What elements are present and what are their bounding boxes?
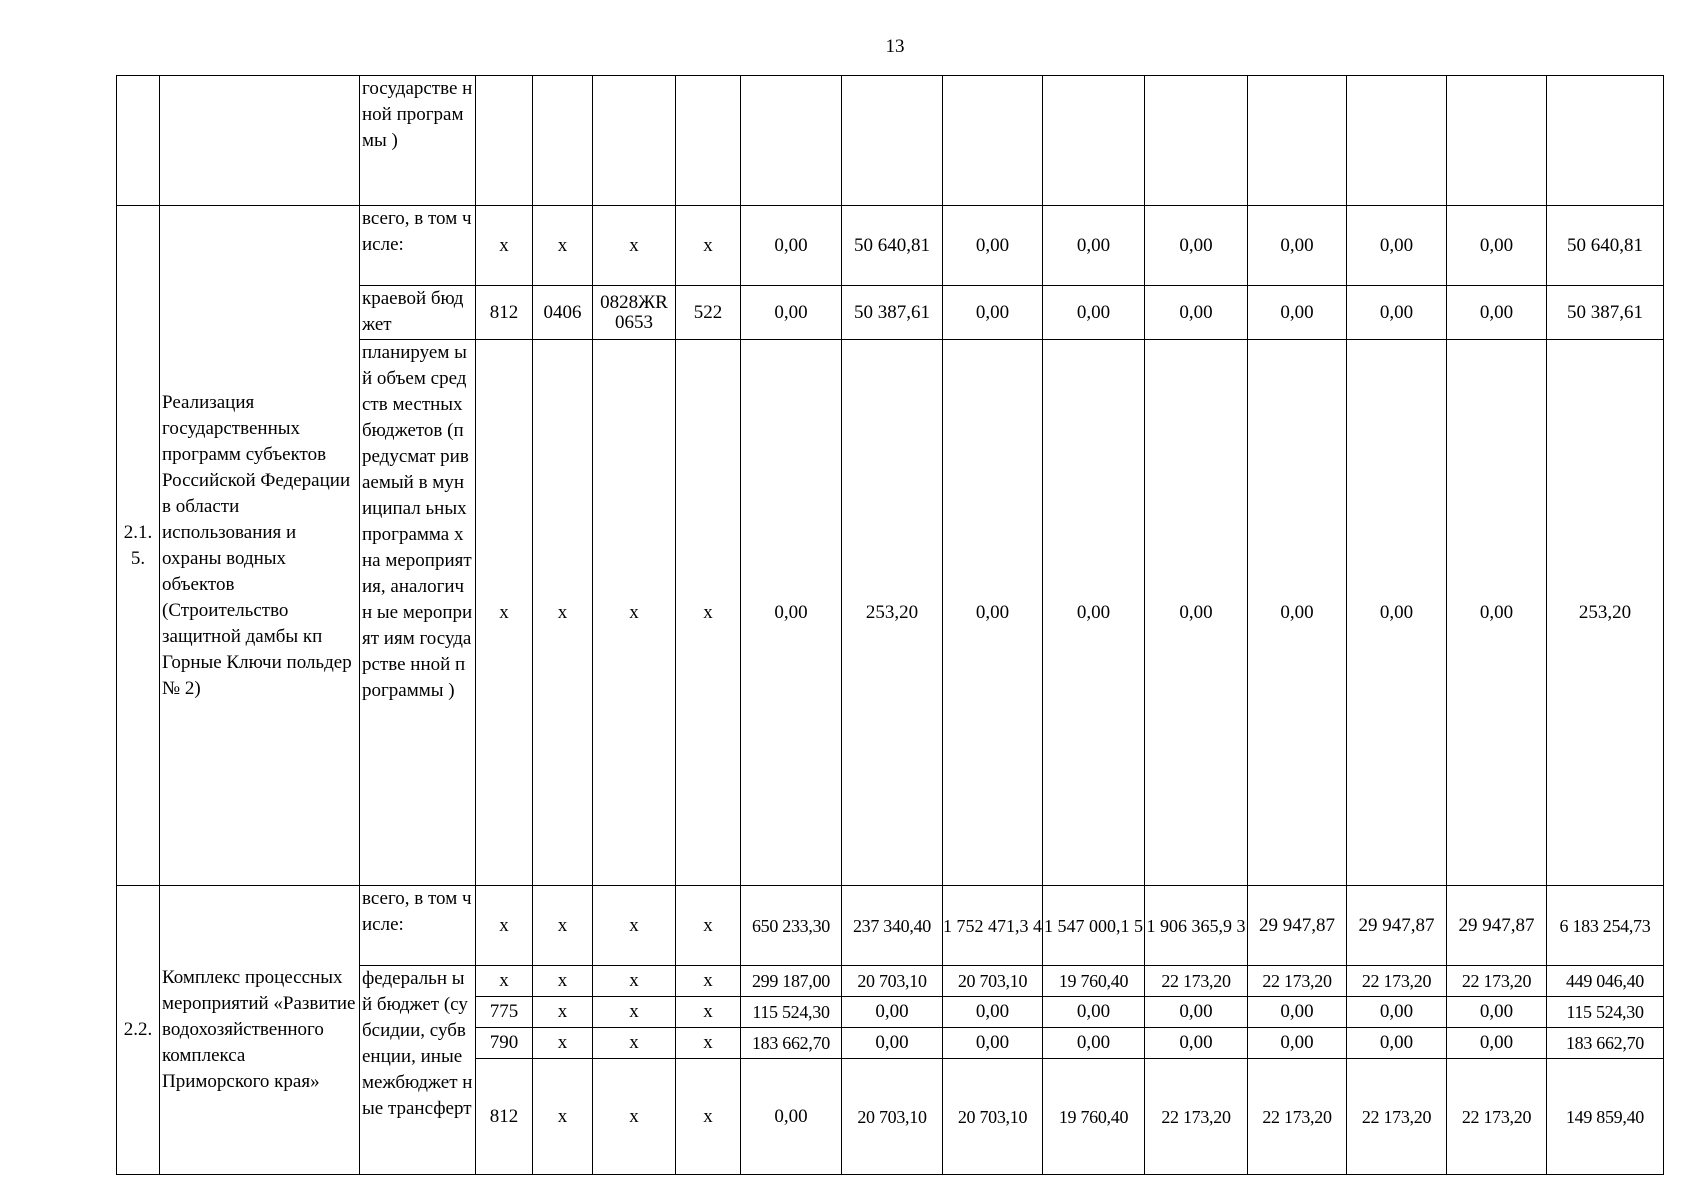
value-cell: 0,00 <box>943 286 1043 340</box>
rzpr-cell: x <box>533 997 593 1028</box>
value-cell: 0,00 <box>1145 206 1248 286</box>
value-cell: 0,00 <box>1248 286 1347 340</box>
value-cell: 0,00 <box>1043 206 1145 286</box>
value-cell: 22 173,20 <box>1347 1059 1447 1175</box>
grbs-cell: x <box>476 206 533 286</box>
value-cell: 1 547 000,1 5 <box>1043 886 1145 966</box>
value-cell: 0,00 <box>1447 286 1547 340</box>
value-cell: 20 703,10 <box>943 966 1043 997</box>
value-cell: 0,00 <box>1447 1028 1547 1059</box>
grbs-cell: x <box>476 966 533 997</box>
value-cell: 6 183 254,73 <box>1547 886 1664 966</box>
value-cell: 183 662,70 <box>741 1028 842 1059</box>
value-cell: 50 387,61 <box>1547 286 1664 340</box>
csr-cell: x <box>593 206 676 286</box>
value-cell: 20 703,10 <box>842 1059 943 1175</box>
value-cell: 183 662,70 <box>1547 1028 1664 1059</box>
value-cell: 0,00 <box>943 340 1043 886</box>
value-cell: 0,00 <box>741 1059 842 1175</box>
vr-cell: x <box>676 886 741 966</box>
csr-cell: 0828ЖR 0653 <box>593 286 676 340</box>
funding-source: всего, в том числе: <box>360 206 476 286</box>
value-cell: 0,00 <box>741 340 842 886</box>
vr-cell: x <box>676 206 741 286</box>
csr-cell: x <box>593 340 676 886</box>
value-cell: 29 947,87 <box>1347 886 1447 966</box>
value-cell: 20 703,10 <box>943 1059 1043 1175</box>
csr-cell: x <box>593 1028 676 1059</box>
measure-name: Комплекс процессных мероприятий «Развитие водохозяйственного комплекса Приморского края» <box>160 886 360 1175</box>
value-cell: 0,00 <box>741 286 842 340</box>
grbs-cell: 812 <box>476 286 533 340</box>
rzpr-cell: x <box>533 886 593 966</box>
value-cell: 22 173,20 <box>1248 966 1347 997</box>
value-cell: 22 173,20 <box>1347 966 1447 997</box>
value-cell: 22 173,20 <box>1248 1059 1347 1175</box>
csr-cell: x <box>593 1059 676 1175</box>
value-cell: 19 760,40 <box>1043 966 1145 997</box>
value-cell: 650 233,30 <box>741 886 842 966</box>
value-cell: 0,00 <box>1145 340 1248 886</box>
table-row <box>117 206 1664 286</box>
value-cell: 0,00 <box>1447 340 1547 886</box>
value-cell: 0,00 <box>1447 206 1547 286</box>
value-cell: 29 947,87 <box>1248 886 1347 966</box>
value-cell: 115 524,30 <box>741 997 842 1028</box>
value-cell: 449 046,40 <box>1547 966 1664 997</box>
row-number: 2.1. 5. <box>117 206 160 886</box>
grbs-cell: 790 <box>476 1028 533 1059</box>
value-cell: 19 760,40 <box>1043 1059 1145 1175</box>
value-cell: 0,00 <box>1043 997 1145 1028</box>
funding-source: государстве нной программы ) <box>360 76 476 206</box>
value-cell: 237 340,40 <box>842 886 943 966</box>
value-cell: 50 640,81 <box>842 206 943 286</box>
vr-cell: x <box>676 340 741 886</box>
value-cell: 0,00 <box>1248 340 1347 886</box>
value-cell: 0,00 <box>1145 1028 1248 1059</box>
csr-cell: x <box>593 997 676 1028</box>
csr-cell: x <box>593 966 676 997</box>
value-cell: 29 947,87 <box>1447 886 1547 966</box>
rzpr-cell: x <box>533 1059 593 1175</box>
funding-source: всего, в том числе: <box>360 886 476 966</box>
value-cell: 0,00 <box>842 1028 943 1059</box>
funding-source: краевой бюджет <box>360 286 476 340</box>
value-cell: 0,00 <box>1043 340 1145 886</box>
rzpr-cell: x <box>533 340 593 886</box>
value-cell: 0,00 <box>741 206 842 286</box>
vr-cell: x <box>676 1028 741 1059</box>
grbs-cell: 812 <box>476 1059 533 1175</box>
value-cell: 22 173,20 <box>1447 966 1547 997</box>
value-cell: 22 173,20 <box>1145 966 1248 997</box>
value-cell: 0,00 <box>1347 286 1447 340</box>
value-cell: 0,00 <box>1447 997 1547 1028</box>
table-row <box>117 76 1664 206</box>
grbs-cell: x <box>476 340 533 886</box>
value-cell: 0,00 <box>1248 1028 1347 1059</box>
value-cell: 253,20 <box>842 340 943 886</box>
table-row <box>117 886 1664 966</box>
value-cell: 0,00 <box>1248 206 1347 286</box>
value-cell: 22 173,20 <box>1447 1059 1547 1175</box>
value-cell: 22 173,20 <box>1145 1059 1248 1175</box>
grbs-cell: 775 <box>476 997 533 1028</box>
rzpr-cell: x <box>533 966 593 997</box>
measure-name: Реализация государственных программ субъектов Российской Федерации в области использования и охраны водных объектов (Строительство защитной дамбы кп Горные Ключи польдер № 2) <box>160 206 360 886</box>
vr-cell: x <box>676 997 741 1028</box>
funding-source: планируем ый объем средств местных бюджетов (предусмат риваемый в муниципал ьных программа х на мероприят ия, аналогичн ые мероприят иям государстве нной программы ) <box>360 340 476 886</box>
value-cell: 50 640,81 <box>1547 206 1664 286</box>
value-cell: 0,00 <box>1145 997 1248 1028</box>
value-cell: 1 906 365,9 3 <box>1145 886 1248 966</box>
funding-source: федеральн ый бюджет (субсидии, субвенции, иные межбюджет ные трансферт <box>360 966 476 1175</box>
rzpr-cell: x <box>533 1028 593 1059</box>
grbs-cell: x <box>476 886 533 966</box>
value-cell: 0,00 <box>1347 1028 1447 1059</box>
value-cell: 0,00 <box>943 1028 1043 1059</box>
value-cell: 253,20 <box>1547 340 1664 886</box>
value-cell: 0,00 <box>1248 997 1347 1028</box>
rzpr-cell: x <box>533 206 593 286</box>
csr-cell: x <box>593 886 676 966</box>
row-number: 2.2. <box>117 886 160 1175</box>
budget-table <box>116 75 1664 1175</box>
value-cell: 20 703,10 <box>842 966 943 997</box>
value-cell: 149 859,40 <box>1547 1059 1664 1175</box>
value-cell: 0,00 <box>1043 286 1145 340</box>
value-cell: 115 524,30 <box>1547 997 1664 1028</box>
vr-cell: x <box>676 966 741 997</box>
value-cell: 0,00 <box>1347 997 1447 1028</box>
value-cell: 0,00 <box>1347 206 1447 286</box>
value-cell: 0,00 <box>943 206 1043 286</box>
value-cell: 0,00 <box>1043 1028 1145 1059</box>
vr-cell: x <box>676 1059 741 1175</box>
value-cell: 299 187,00 <box>741 966 842 997</box>
page-number: 13 <box>885 36 905 57</box>
value-cell: 0,00 <box>1347 340 1447 886</box>
value-cell: 0,00 <box>1145 286 1248 340</box>
value-cell: 0,00 <box>943 997 1043 1028</box>
value-cell: 1 752 471,3 4 <box>943 886 1043 966</box>
rzpr-cell: 0406 <box>533 286 593 340</box>
vr-cell: 522 <box>676 286 741 340</box>
value-cell: 50 387,61 <box>842 286 943 340</box>
value-cell: 0,00 <box>842 997 943 1028</box>
